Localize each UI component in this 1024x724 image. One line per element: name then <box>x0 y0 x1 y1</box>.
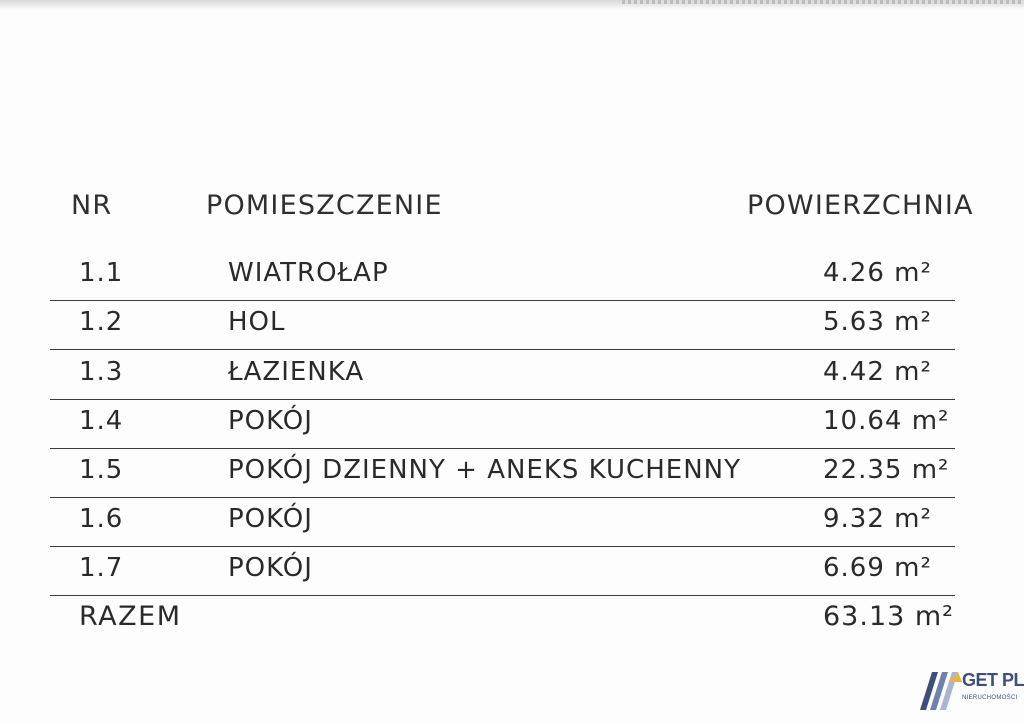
page-top-strip <box>622 0 1024 4</box>
row-nr: 1.1 <box>79 258 124 288</box>
total-area: 63.13 m² <box>823 601 955 632</box>
row-nr: 1.7 <box>79 553 124 583</box>
row-area: 5.63 m² <box>823 307 932 337</box>
row-room-name: POKÓJ DZIENNY + ANEKS KUCHENNY <box>228 455 741 485</box>
row-room-name: ŁAZIENKA <box>228 357 365 387</box>
table-row <box>50 251 955 301</box>
row-room-name: POKÓJ <box>228 406 313 436</box>
header-area: POWIERZCHNIA <box>747 190 974 221</box>
row-nr: 1.5 <box>79 455 124 485</box>
table-row <box>50 300 955 350</box>
row-area: 4.26 m² <box>823 258 932 288</box>
row-nr: 1.2 <box>79 307 124 337</box>
row-room-name: POKÓJ <box>228 504 313 534</box>
header-nr: NR <box>71 190 113 221</box>
table-row <box>50 350 955 400</box>
total-row <box>50 599 955 648</box>
row-nr: 1.6 <box>79 504 124 534</box>
row-area: 10.64 m² <box>823 406 950 436</box>
table-row <box>50 497 955 547</box>
logo-name: GET PL <box>962 670 1024 690</box>
table-row <box>50 448 955 498</box>
row-area: 6.69 m² <box>823 553 932 583</box>
row-area: 9.32 m² <box>823 504 932 534</box>
row-room-name: WIATROŁAP <box>228 258 389 288</box>
total-label: RAZEM <box>79 601 182 632</box>
logo-subtitle: NIERUCHOMOŚCI <box>962 695 1018 701</box>
row-area: 4.42 m² <box>823 357 932 387</box>
row-area: 22.35 m² <box>823 455 950 485</box>
roof-stripes-icon <box>918 668 962 712</box>
company-logo <box>918 668 1024 712</box>
row-room-name: HOL <box>228 307 286 337</box>
row-room-name: POKÓJ <box>228 553 313 583</box>
table-row <box>50 399 955 449</box>
table-row <box>50 546 955 596</box>
row-nr: 1.3 <box>79 357 124 387</box>
header-room: POMIESZCZENIE <box>206 190 443 221</box>
row-nr: 1.4 <box>79 406 124 436</box>
